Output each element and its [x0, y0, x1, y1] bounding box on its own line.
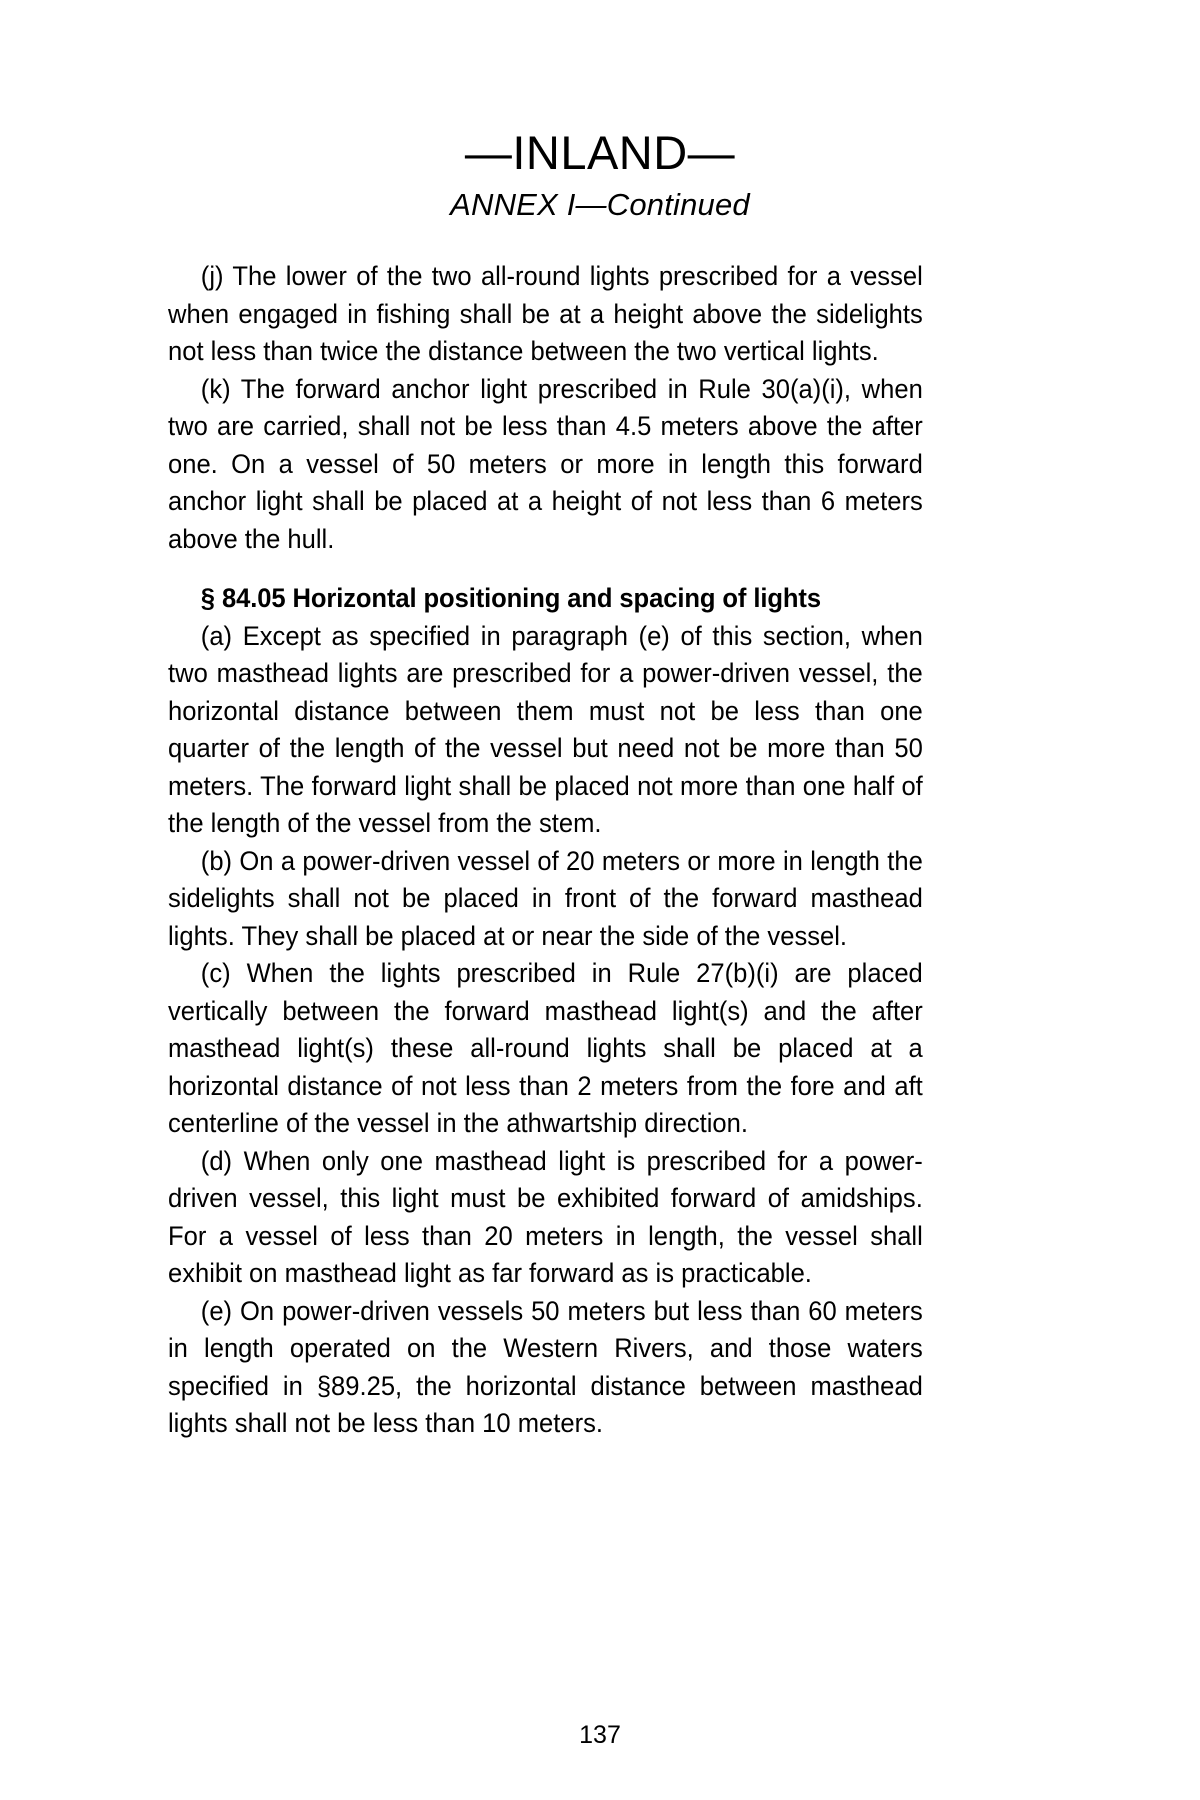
paragraph-j: (j) The lower of the two all-round lights prescribed for a vessel when engaged in fishing shall be at a height above the sidelights not less than twice the distance between the two vertical lights.	[168, 261, 923, 366]
paragraph-b: (b) On a power-driven vessel of 20 meters or more in length the sidelights shall not be placed in front of the forward masthead lights. They shall be placed at or near the side of the vessel.	[168, 845, 923, 951]
page-number: 137	[579, 1721, 621, 1749]
paragraph-c: (c) When the lights prescribed in Rule 27(b)(i) are placed vertically between the forward masthead light(s) and the after masthead light(s) these all-round lights shall be placed at a horizontal distance of not less than 2 meters from the fore and aft centerline of the vessel in the athwartship direction.	[168, 958, 923, 1138]
document-title: —INLAND—	[464, 126, 736, 179]
paragraph-a: (a) Except as specified in paragraph (e) of this section, when two masthead lights are prescribed for a power-driven vessel, the horizontal distance between them must not be less than one quarter of the length of the vessel but need not be more than 50 meters. The forward light shall be placed not more than one half of the length of the vessel from the stem.	[168, 620, 923, 838]
paragraph-e: (e) On power-driven vessels 50 meters but less than 60 meters in length operated on the Western Rivers, and those waters specified in §89.25, the horizontal distance between masthead lights shall not be less than 10 meters.	[168, 1295, 923, 1438]
paragraph-k: (k) The forward anchor light prescribed in Rule 30(a)(i), when two are carried, shall not be less than 4.5 meters above the after one. On a vessel of 50 meters or more in length this forward anchor light shall be placed at a height of not less than 6 meters above the hull.	[168, 373, 923, 554]
page-footer	[0, 1723, 1200, 1748]
document-body	[168, 258, 923, 1443]
page-header	[0, 128, 1200, 222]
document-subtitle: ANNEX I—Continued	[450, 186, 750, 222]
section-heading-84-05: § 84.05 Horizontal positioning and spacing of lights	[200, 583, 821, 613]
paragraph-d: (d) When only one masthead light is prescribed for a power-driven vessel, this light must be exhibited forward of amidships. For a vessel of less than 20 meters in length, the vessel shall exhibit on masthead light as far forward as is practicable.	[168, 1145, 923, 1288]
